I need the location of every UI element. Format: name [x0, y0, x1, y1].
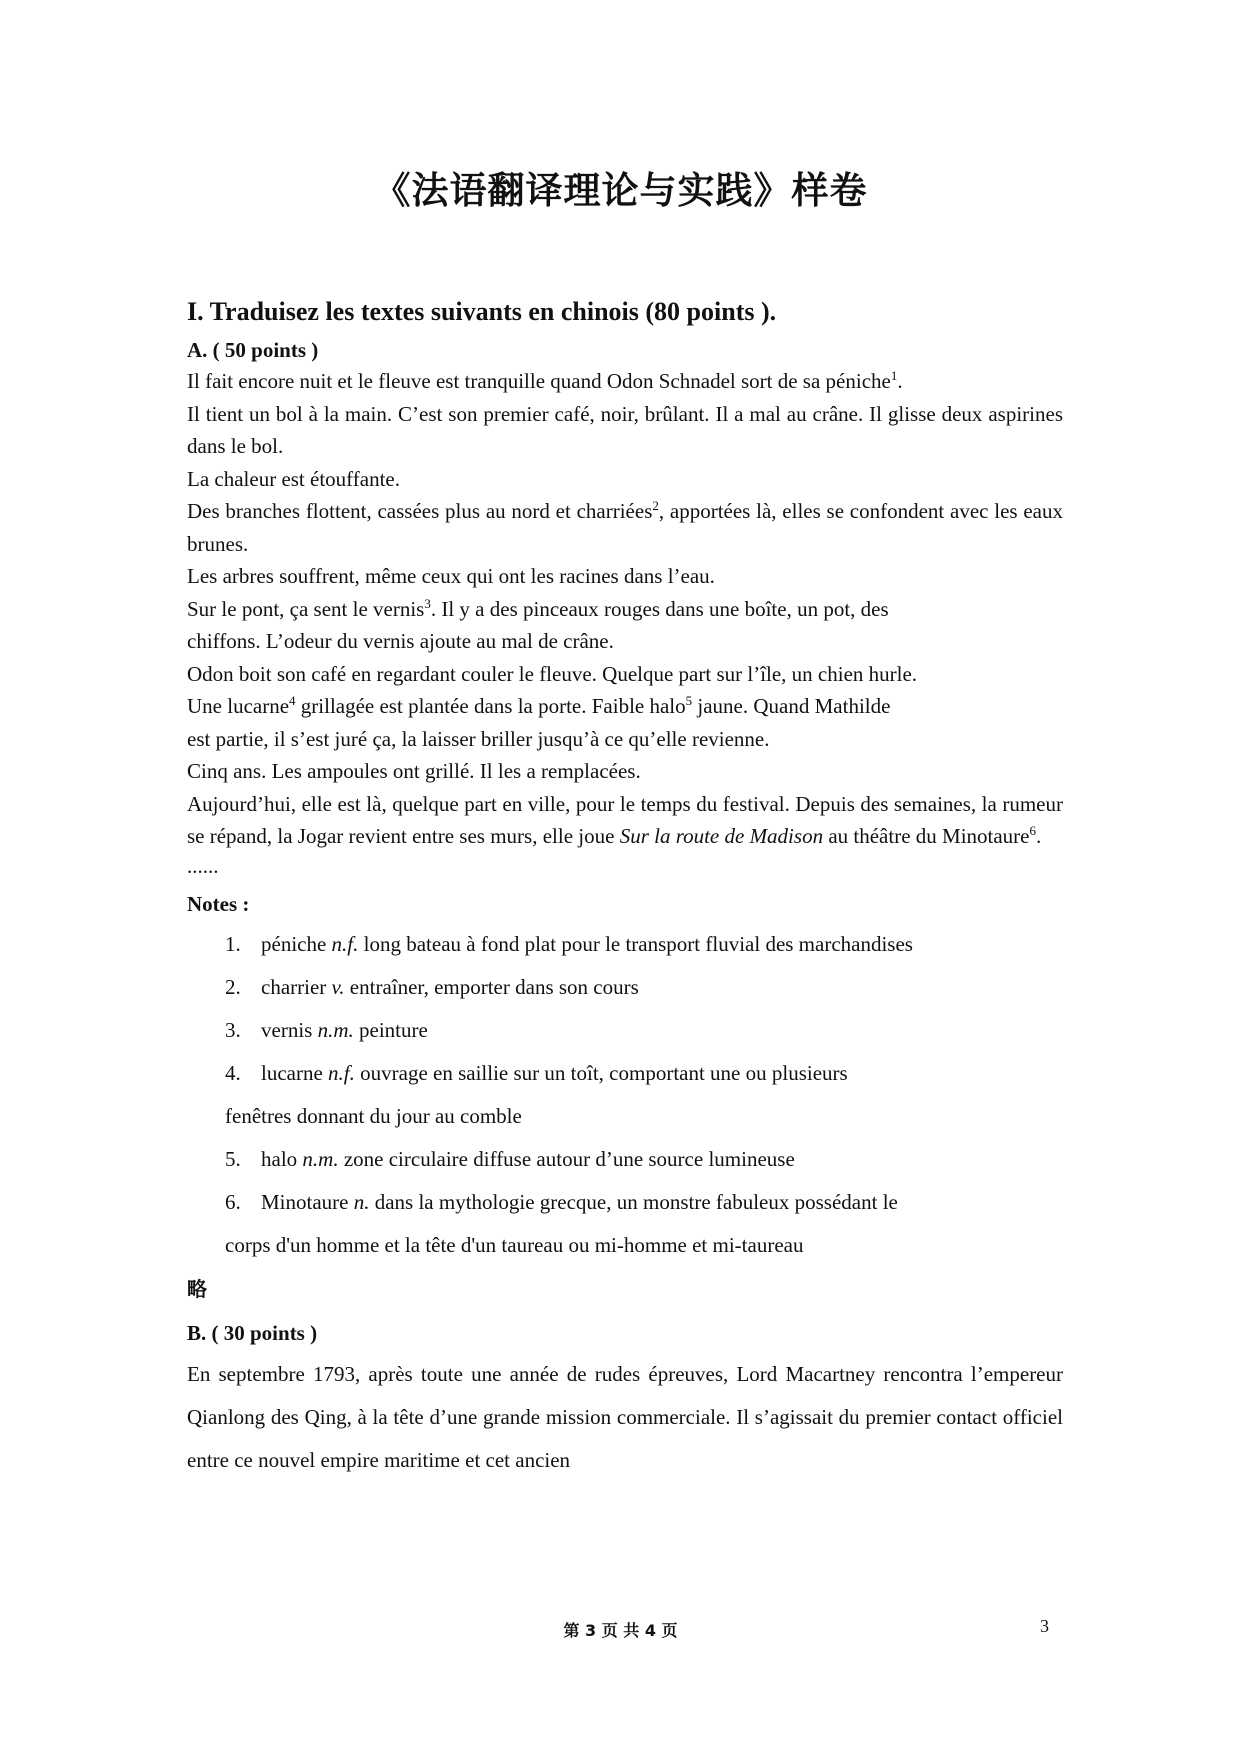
- page-title: 《法语翻译理论与实践》样卷: [373, 169, 868, 212]
- footnote-ref: 3: [424, 595, 431, 611]
- paragraph: La chaleur est étouffante.: [187, 466, 401, 491]
- notes-heading: Notes :: [187, 891, 250, 916]
- page-footer: 第 3 页 共 4 页: [563, 1621, 678, 1640]
- note-item: 4. lucarne n.f. ouvrage en saillie sur un toît, comportant une ou plusieurs fenêtres donnant du jour au comble: [225, 1060, 848, 1128]
- paragraph: Il fait encore nuit et le fleuve est tranquille quand Odon Schnadel sort de sa péniche$^1$.: [187, 368, 903, 393]
- note-item: 1. péniche n.f. long bateau à fond plat pour le transport fluvial des marchandises: [225, 931, 913, 956]
- note-item: 6. Minotaure n. dans la mythologie grecque, un monstre fabuleux possédant le corps d'un homme et la tête d'un taureau ou mi-homme et mi-taureau: [225, 1189, 898, 1257]
- note-item: 5. halo n.m. zone circulaire diffuse autour d’une source lumineuse: [225, 1146, 795, 1171]
- section-heading: I. Traduisez les textes suivants en chinois (80 points ).: [187, 297, 777, 326]
- subsection-b-heading: B. ( 30 points ): [187, 1320, 318, 1345]
- paragraph: Odon boit son café en regardant couler le fleuve. Quelque part sur l’île, un chien hurle.: [187, 661, 918, 686]
- paragraph: Des branches flottent, cassées plus au nord et charriées$^2$, apportées là, elles se confondent avec les eaux brunes.: [187, 498, 1063, 556]
- paragraph: Une lucarne$^4$ grillagée est plantée dans la porte. Faible halo$^5$ jaune. Quand Mathilde est partie, il s’est juré ça, la laisser briller jusqu’à ce qu’elle revienne.: [187, 693, 891, 751]
- footnote-ref: 6: [1029, 823, 1036, 838]
- paragraph: Aujourd’hui, elle est là, quelque part en ville, pour le temps du festival. Depuis des semaines, la rumeur se répand, la Jogar revient entre ses murs, elle joue Sur la route de Madison au théâtre du Minotaure$^6$.: [187, 791, 1063, 848]
- document-body: [187, 295, 1063, 1482]
- ellipsis: ......: [187, 853, 219, 878]
- paragraph: Sur le pont, ça sent le vernis$^3$. Il y a des pinceaux rouges dans une boîte, un pot, des chiffons. L’odeur du vernis ajoute au mal de crâne.: [187, 595, 889, 653]
- paragraph: En septembre 1793, après toute une année de rudes épreuves, Lord Macartney rencontra l’empereur Qianlong des Qing, à la tête d’une grande mission commerciale. Il s’agissait du premier contact officiel entre ce nouvel empire maritime et cet ancien: [187, 1361, 1063, 1472]
- paragraph: Il tient un bol à la main. C’est son premier café, noir, brûlant. Il a mal au crâne. Il glisse deux aspirines dans le bol.: [187, 401, 1063, 458]
- paragraph: Cinq ans. Les ampoules ont grillé. Il les a remplacées.: [187, 759, 641, 783]
- note-item: 3. vernis n.m. peinture: [225, 1017, 428, 1042]
- footnote-ref: 5: [685, 693, 693, 708]
- omitted-marker: 略: [187, 1276, 207, 1301]
- footnote-ref: 2: [652, 498, 659, 513]
- paragraph: Les arbres souffrent, même ceux qui ont les racines dans l’eau.: [187, 564, 715, 588]
- footnote-ref: 1: [890, 368, 898, 383]
- subsection-a-heading: A. ( 50 points ): [187, 338, 319, 362]
- note-item: 2. charrier v. entraîner, emporter dans son cours: [225, 974, 639, 999]
- footnote-ref: 4: [289, 693, 296, 708]
- notes-list: [187, 923, 1063, 1267]
- page-number: 3: [1040, 1616, 1049, 1636]
